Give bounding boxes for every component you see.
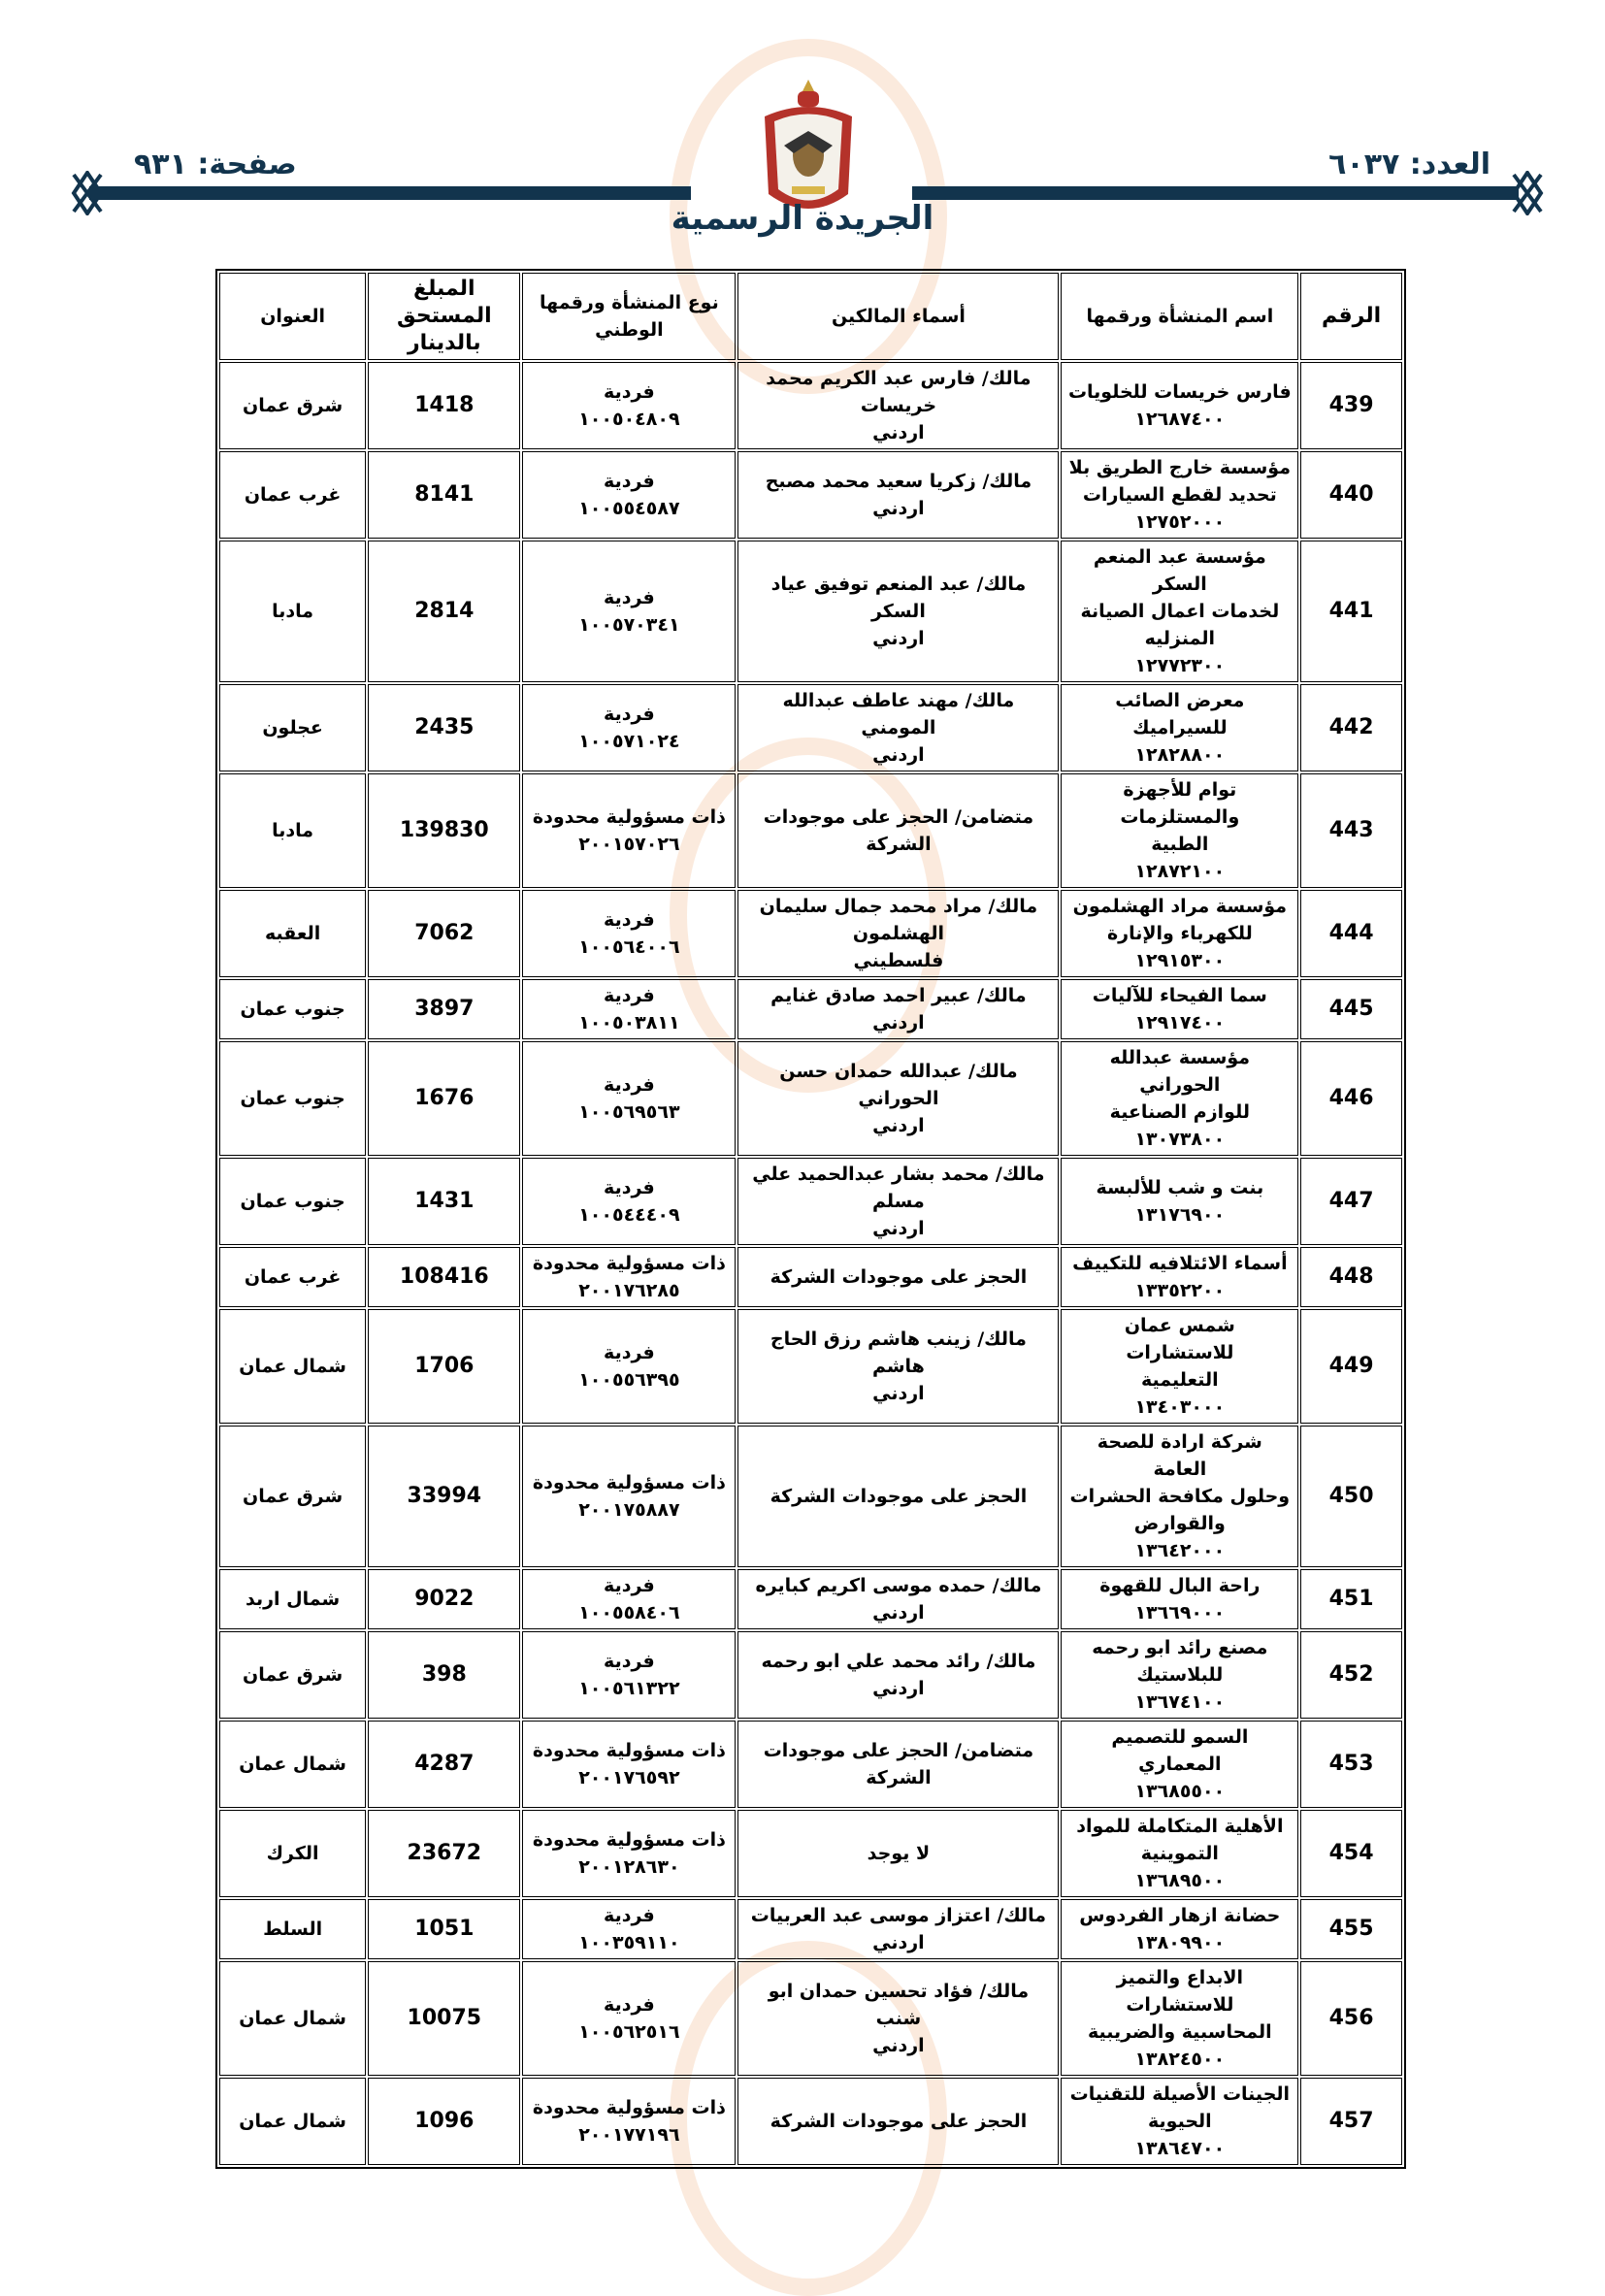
establishment-name [1061, 1041, 1298, 1156]
establishment-name [1061, 1721, 1298, 1808]
establishment-name [1061, 773, 1298, 888]
owners [737, 1158, 1059, 1245]
establishment-name-line: ١٣٨٠٩٩٠٠ [1134, 1932, 1226, 1953]
establishment-type-line: فردية [604, 1342, 655, 1363]
establishment-name-line: ١٣٦٨٩٥٠٠ [1134, 1870, 1226, 1891]
establishment-type [522, 2078, 736, 2165]
amount-due: 2814 [368, 541, 520, 682]
address: السلط [219, 1899, 366, 1959]
establishment-type [522, 1426, 736, 1567]
owners-line: مالك/ عبير احمد صادق غنايم [770, 985, 1027, 1006]
establishment-name-line: ١٢٩١٧٤٠٠ [1134, 1012, 1226, 1033]
owners [737, 1041, 1059, 1156]
owners-line: الشركة [866, 1767, 932, 1788]
owners [737, 1247, 1059, 1307]
amount-due: 9022 [368, 1569, 520, 1629]
amount-due: 1431 [368, 1158, 520, 1245]
establishment-name-line: للكهرباء والإنارة [1106, 923, 1253, 944]
owners-line: مالك/ مراد محمد جمال سليمان [759, 896, 1038, 917]
establishment-type-line: ١٠٠٥٦١٣٢٢ [578, 1678, 680, 1699]
amount-due: 3897 [368, 979, 520, 1039]
owners [737, 1309, 1059, 1424]
establishment-name-line: مؤسسة عبدالله الحوراني [1109, 1047, 1251, 1096]
address: غرب عمان [219, 451, 366, 539]
table-row [219, 1309, 1402, 1424]
amount-due: 1096 [368, 2078, 520, 2165]
establishment-name [1061, 362, 1298, 449]
establishment-type [522, 1961, 736, 2076]
amount-due: 23672 [368, 1810, 520, 1897]
table-row [219, 1569, 1402, 1629]
owners-line: مالك/ زينب هاشم رزق الحاج هاشم [770, 1328, 1027, 1377]
establishment-type [522, 1309, 736, 1424]
owners-line: اردني [872, 1678, 925, 1699]
amount-due: 1418 [368, 362, 520, 449]
establishment-name-line: مصنع رائد ابو رحمه [1092, 1637, 1268, 1658]
establishment-name-line: ١٢٧٧٢٣٠٠ [1134, 655, 1226, 676]
establishment-type [522, 541, 736, 682]
row-number: 446 [1300, 1041, 1402, 1156]
establishment-type [522, 1721, 736, 1808]
address: العقبه [219, 890, 366, 977]
owners-line: اردني [872, 1115, 925, 1136]
establishment-name-line: والقوارض [1133, 1513, 1226, 1534]
establishment-name-line: ١٣٦٤٢٠٠٠ [1134, 1540, 1226, 1561]
establishment-name-line: ١٣١٧٦٩٠٠ [1134, 1204, 1226, 1226]
table-header-row [219, 273, 1402, 360]
owners [737, 890, 1059, 977]
establishments-table [215, 269, 1406, 2169]
establishment-name-line: الحيوية [1148, 2111, 1212, 2132]
owners-line: اردني [872, 744, 925, 766]
amount-due: 1051 [368, 1899, 520, 1959]
owners [737, 1810, 1059, 1897]
owners-line: اردني [872, 1602, 925, 1624]
establishment-name-line: توام للأجهزة والمستلزمات [1120, 779, 1240, 828]
address: مادبا [219, 773, 366, 888]
owners-line: اردني [872, 1218, 925, 1239]
establishment-name-line: حضانة ازهار الفردوس [1079, 1905, 1281, 1926]
owners [737, 1961, 1059, 2076]
owners [737, 1631, 1059, 1719]
establishment-type-line: فردية [604, 381, 655, 403]
row-number: 442 [1300, 684, 1402, 771]
establishment-name-line: ١٣٤٠٣٠٠٠ [1134, 1396, 1226, 1418]
owners [737, 773, 1059, 888]
establishment-type [522, 1631, 736, 1719]
establishment-name-line: مؤسسة عبد المنعم السكر [1093, 546, 1266, 595]
establishment-name-line: راحة البال للقهوة [1099, 1575, 1261, 1596]
table-row [219, 890, 1402, 977]
establishment-name [1061, 1309, 1298, 1424]
establishment-type-line: ذات مسؤولية محدودة [532, 1740, 726, 1761]
establishment-name [1061, 1961, 1298, 2076]
establishment-type-line: ١٠٠٥٤٤٤٠٩ [578, 1204, 680, 1226]
establishment-name-line: المنزليه [1144, 628, 1216, 649]
establishment-type-line: ٢٠٠١٥٧٠٢٦ [578, 834, 680, 855]
amount-due: 4287 [368, 1721, 520, 1808]
establishment-name-line: ١٣٦٨٥٥٠٠ [1134, 1781, 1226, 1802]
establishment-type [522, 979, 736, 1039]
establishment-name-line: تحديد لقطع السيارات [1082, 484, 1277, 506]
table-row [219, 1961, 1402, 2076]
owners [737, 684, 1059, 771]
address: مادبا [219, 541, 366, 682]
establishment-type [522, 1569, 736, 1629]
table-row [219, 1810, 1402, 1897]
establishment-name [1061, 684, 1298, 771]
owners-line: مالك/ فارس عبد الكريم محمد خريسات [766, 368, 1032, 416]
establishment-type-line: ٢٠٠١٧٦٥٩٢ [578, 1767, 680, 1788]
establishment-name-line: ١٢٨٧٢١٠٠ [1134, 861, 1226, 882]
address: جنوب عمان [219, 1041, 366, 1156]
row-number: 448 [1300, 1247, 1402, 1307]
establishment-type-line: فردية [604, 909, 655, 931]
establishment-name-line: ١٣٨٦٤٧٠٠ [1134, 2138, 1226, 2159]
column-header-address: العنوان [219, 273, 366, 360]
establishment-name-line: الأهلية المتكاملة للمواد [1076, 1816, 1284, 1837]
establishment-name-line: الجينات الأصيلة للتقنيات [1069, 2083, 1291, 2105]
owners-line: الحجز على موجودات الشركة [770, 2111, 1028, 2132]
owners-line: مالك/ حمده موسى اكريم كبايره [755, 1575, 1042, 1596]
owners-line: الحجز على موجودات الشركة [770, 1486, 1028, 1507]
owners-line: الشركة [866, 834, 932, 855]
address: شرق عمان [219, 362, 366, 449]
establishment-type-line: فردية [604, 587, 655, 608]
establishment-type-line: ١٠٠٥٦٩٥٦٣ [578, 1101, 680, 1123]
address: عجلون [219, 684, 366, 771]
establishment-name-line: ١٢٨٢٨٨٠٠ [1134, 744, 1226, 766]
row-number: 444 [1300, 890, 1402, 977]
address: شمال عمان [219, 1309, 366, 1424]
establishment-name [1061, 451, 1298, 539]
amount-due: 8141 [368, 451, 520, 539]
establishment-type-line: فردية [604, 1905, 655, 1926]
owners-line: مالك/ مهند عاطف عبدالله المومني [782, 690, 1015, 738]
issue-number: العدد: ٦٠٣٧ [1328, 148, 1490, 181]
establishment-type-line: ٢٠٠١٢٨٦٣٠ [578, 1856, 680, 1878]
establishment-name-line: شمس عمان للاستشارات [1124, 1315, 1235, 1363]
establishment-name [1061, 541, 1298, 682]
establishment-type-line: ١٠٠٥٦٤٠٠٦ [578, 936, 680, 958]
establishment-name [1061, 1810, 1298, 1897]
establishment-type-line: ١٠٠٥٠٤٨٠٩ [578, 409, 680, 430]
establishment-type-line: ١٠٠٥٠٣٨١١ [578, 1012, 680, 1033]
table-row [219, 979, 1402, 1039]
establishment-name-line: سما الفيحاء للآليات [1092, 985, 1267, 1006]
owners [737, 1899, 1059, 1959]
table-row [219, 1041, 1402, 1156]
owners-line: اردني [872, 1932, 925, 1953]
establishment-name-line: التموينية [1140, 1843, 1219, 1864]
address: جنوب عمان [219, 979, 366, 1039]
table-row [219, 1158, 1402, 1245]
establishment-name [1061, 1569, 1298, 1629]
establishment-type [522, 1810, 736, 1897]
row-number: 452 [1300, 1631, 1402, 1719]
establishment-name-line: بنت و شب للألبسة [1096, 1177, 1264, 1198]
owners-line: مالك/ اعتزاز موسى عبد العربيات [750, 1905, 1047, 1926]
row-number: 441 [1300, 541, 1402, 682]
owners-line: الحجز على موجودات الشركة [770, 1266, 1028, 1288]
table-row [219, 1631, 1402, 1719]
row-number: 439 [1300, 362, 1402, 449]
establishment-name-line: ١٣٦٧٤١٠٠ [1134, 1691, 1226, 1713]
address: شمال عمان [219, 1961, 366, 2076]
establishment-type-line: فردية [604, 471, 655, 492]
table-row [219, 773, 1402, 888]
establishment-type-line: فردية [604, 1177, 655, 1198]
establishment-type-line: ذات مسؤولية محدودة [532, 2097, 726, 2118]
establishment-type [522, 890, 736, 977]
owners-line: مالك/ فؤاد تحسين حمدان ابو شنب [768, 1981, 1030, 2029]
establishment-name [1061, 1247, 1298, 1307]
owners-line: الهشلمون [852, 923, 944, 944]
establishment-type-line: ذات مسؤولية محدودة [532, 1472, 726, 1493]
establishment-name [1061, 979, 1298, 1039]
address: شرق عمان [219, 1631, 366, 1719]
table-row [219, 1247, 1402, 1307]
establishment-type-line: ١٠٠٥٥٨٤٠٦ [578, 1602, 680, 1624]
establishment-name [1061, 890, 1298, 977]
establishment-type [522, 1041, 736, 1156]
address: جنوب عمان [219, 1158, 366, 1245]
amount-due: 7062 [368, 890, 520, 977]
address: شمال عمان [219, 2078, 366, 2165]
amount-due: 1706 [368, 1309, 520, 1424]
column-header-number: الرقم [1300, 273, 1402, 360]
establishment-type-line: ١٠٠٥٧٠٣٤١ [578, 614, 680, 636]
column-header-amount: المبلغ المستحق بالدينار [368, 273, 520, 360]
page-number: صفحة: ٩٣١ [134, 148, 297, 181]
establishment-type [522, 773, 736, 888]
establishment-type-line: ذات مسؤولية محدودة [532, 1253, 726, 1274]
owners-line: مالك/ رائد محمد علي ابو رحمه [761, 1651, 1036, 1672]
column-header-type: نوع المنشأة ورقمها الوطني [522, 273, 736, 360]
establishment-name [1061, 2078, 1298, 2165]
establishment-type-line: ١٠٠٥٧١٠٢٤ [578, 731, 680, 752]
amount-due: 139830 [368, 773, 520, 888]
owners-line: مالك/ عبدالله حمدان حسن الحوراني [779, 1061, 1018, 1109]
establishment-type-line: ١٠٠٥٦٢٥١٦ [578, 2021, 680, 2043]
establishment-name-line: شركة ارادة للصحة العامة [1097, 1431, 1262, 1480]
establishment-name-line: ١٢٧٥٢٠٠٠ [1134, 511, 1226, 533]
establishment-name [1061, 1158, 1298, 1245]
establishment-type-line: ٢٠٠١٧٥٨٨٧ [578, 1499, 680, 1521]
establishment-type-line: ذات مسؤولية محدودة [532, 806, 726, 828]
row-number: 447 [1300, 1158, 1402, 1245]
establishment-name-line: ١٢٦٨٧٤٠٠ [1134, 409, 1226, 430]
establishment-name-line: الابداع والتميز للاستشارات [1116, 1967, 1244, 2016]
amount-due: 398 [368, 1631, 520, 1719]
establishment-name-line: ١٣٦٦٩٠٠٠ [1134, 1602, 1226, 1624]
establishment-name [1061, 1899, 1298, 1959]
address: شرق عمان [219, 1426, 366, 1567]
establishment-name-line: التعليمية [1141, 1369, 1219, 1391]
owners-line: لا يوجد [867, 1843, 931, 1864]
establishment-type-line: فردية [604, 1575, 655, 1596]
establishment-name-line: ١٢٩١٥٣٠٠ [1134, 950, 1226, 971]
header-rule-left [89, 186, 691, 200]
owners [737, 2078, 1059, 2165]
amount-due: 1676 [368, 1041, 520, 1156]
owners [737, 1426, 1059, 1567]
establishment-type [522, 362, 736, 449]
row-number: 453 [1300, 1721, 1402, 1808]
establishment-name-line: للبلاستيك [1136, 1664, 1224, 1686]
establishment-name-line: الطبية [1151, 834, 1209, 855]
establishment-name-line: ١٣٣٥٢٢٠٠ [1134, 1280, 1226, 1301]
owners-line: مالك/ عبد المنعم توفيق عياد السكر [770, 574, 1027, 622]
table-row [219, 2078, 1402, 2165]
table-row [219, 362, 1402, 449]
table-row [219, 541, 1402, 682]
establishment-name [1061, 1631, 1298, 1719]
address: شمال عمان [219, 1721, 366, 1808]
owners-line: متضامن/ الحجز على موجودات [763, 806, 1034, 828]
establishment-type-line: ٢٠٠١٧٧١٩٦ [578, 2124, 680, 2146]
establishment-name-line: السمو للتصميم المعماري [1111, 1726, 1249, 1775]
establishment-type-line: فردية [604, 704, 655, 725]
owners-line: متضامن/ الحجز على موجودات [763, 1740, 1034, 1761]
owners-line: اردني [872, 498, 925, 519]
amount-due: 108416 [368, 1247, 520, 1307]
amount-due: 10075 [368, 1961, 520, 2076]
establishment-name-line: فارس خريسات للخلويات [1067, 381, 1292, 403]
row-number: 454 [1300, 1810, 1402, 1897]
establishment-type-line: ١٠٠٣٥٩١١٠ [578, 1932, 680, 1953]
owners-line: اردني [872, 2035, 925, 2056]
establishment-type-line: فردية [604, 1074, 655, 1096]
establishment-type-line: ١٠٠٥٥٤٥٨٧ [578, 498, 680, 519]
establishment-type [522, 684, 736, 771]
table-row [219, 451, 1402, 539]
row-number: 449 [1300, 1309, 1402, 1424]
owners [737, 979, 1059, 1039]
address: غرب عمان [219, 1247, 366, 1307]
owners [737, 541, 1059, 682]
establishment-name-line: مؤسسة خارج الطريق بلا [1068, 457, 1291, 478]
owners-line: مالك/ زكريا سعيد محمد مصبح [765, 471, 1032, 492]
owners [737, 451, 1059, 539]
row-number: 440 [1300, 451, 1402, 539]
owners [737, 1721, 1059, 1808]
column-header-establishment: اسم المنشأة ورقمها [1061, 273, 1298, 360]
column-header-owners: أسماء المالكين [737, 273, 1059, 360]
establishment-type [522, 1247, 736, 1307]
row-number: 450 [1300, 1426, 1402, 1567]
establishment-type-line: ٢٠٠١٧٦٢٨٥ [578, 1280, 680, 1301]
owners-line: اردني [872, 1012, 925, 1033]
establishment-name [1061, 1426, 1298, 1567]
establishment-name-line: ١٣٠٧٣٨٠٠ [1134, 1129, 1226, 1150]
table-row [219, 684, 1402, 771]
establishment-type-line: ذات مسؤولية محدودة [532, 1829, 726, 1851]
owners-line: اردني [872, 1383, 925, 1404]
establishment-type [522, 1158, 736, 1245]
establishment-name-line: وحلول مكافحة الحشرات [1069, 1486, 1291, 1507]
owners-line: فلسطيني [853, 950, 944, 971]
establishment-name-line: معرض الصائب للسيراميك [1115, 690, 1245, 738]
table-row [219, 1721, 1402, 1808]
table-row [219, 1899, 1402, 1959]
owners-line: مالك/ محمد بشار عبدالحميد علي مسلم [752, 1164, 1045, 1212]
establishment-name-line: لخدمات اعمال الصيانة [1080, 601, 1280, 622]
header-rule-right [912, 186, 1519, 200]
owners [737, 362, 1059, 449]
establishment-type [522, 451, 736, 539]
row-number: 456 [1300, 1961, 1402, 2076]
address: شمال اربد [219, 1569, 366, 1629]
establishment-type-line: فردية [604, 985, 655, 1006]
owners-line: اردني [872, 628, 925, 649]
owners [737, 1569, 1059, 1629]
establishment-type-line: ١٠٠٥٥٦٣٩٥ [578, 1369, 680, 1391]
row-number: 445 [1300, 979, 1402, 1039]
establishment-type-line: فردية [604, 1651, 655, 1672]
establishment-name-line: مؤسسة مراد الهشلمون [1072, 896, 1288, 917]
amount-due: 33994 [368, 1426, 520, 1567]
establishment-name-line: أسماء الائتلافيه للتكييف [1072, 1253, 1288, 1274]
establishment-type-line: فردية [604, 1994, 655, 2016]
row-number: 455 [1300, 1899, 1402, 1959]
table-row [219, 1426, 1402, 1567]
row-number: 443 [1300, 773, 1402, 888]
establishment-type [522, 1899, 736, 1959]
owners-line: اردني [872, 422, 925, 443]
address: الكرك [219, 1810, 366, 1897]
gazette-title: الجريدة الرسمية [671, 199, 934, 238]
establishment-name-line: المحاسبية والضريبية [1087, 2021, 1272, 2043]
row-number: 457 [1300, 2078, 1402, 2165]
amount-due: 2435 [368, 684, 520, 771]
row-number: 451 [1300, 1569, 1402, 1629]
establishment-name-line: للوازم الصناعية [1109, 1101, 1250, 1123]
establishment-name-line: ١٣٨٢٤٥٠٠ [1134, 2049, 1226, 2070]
